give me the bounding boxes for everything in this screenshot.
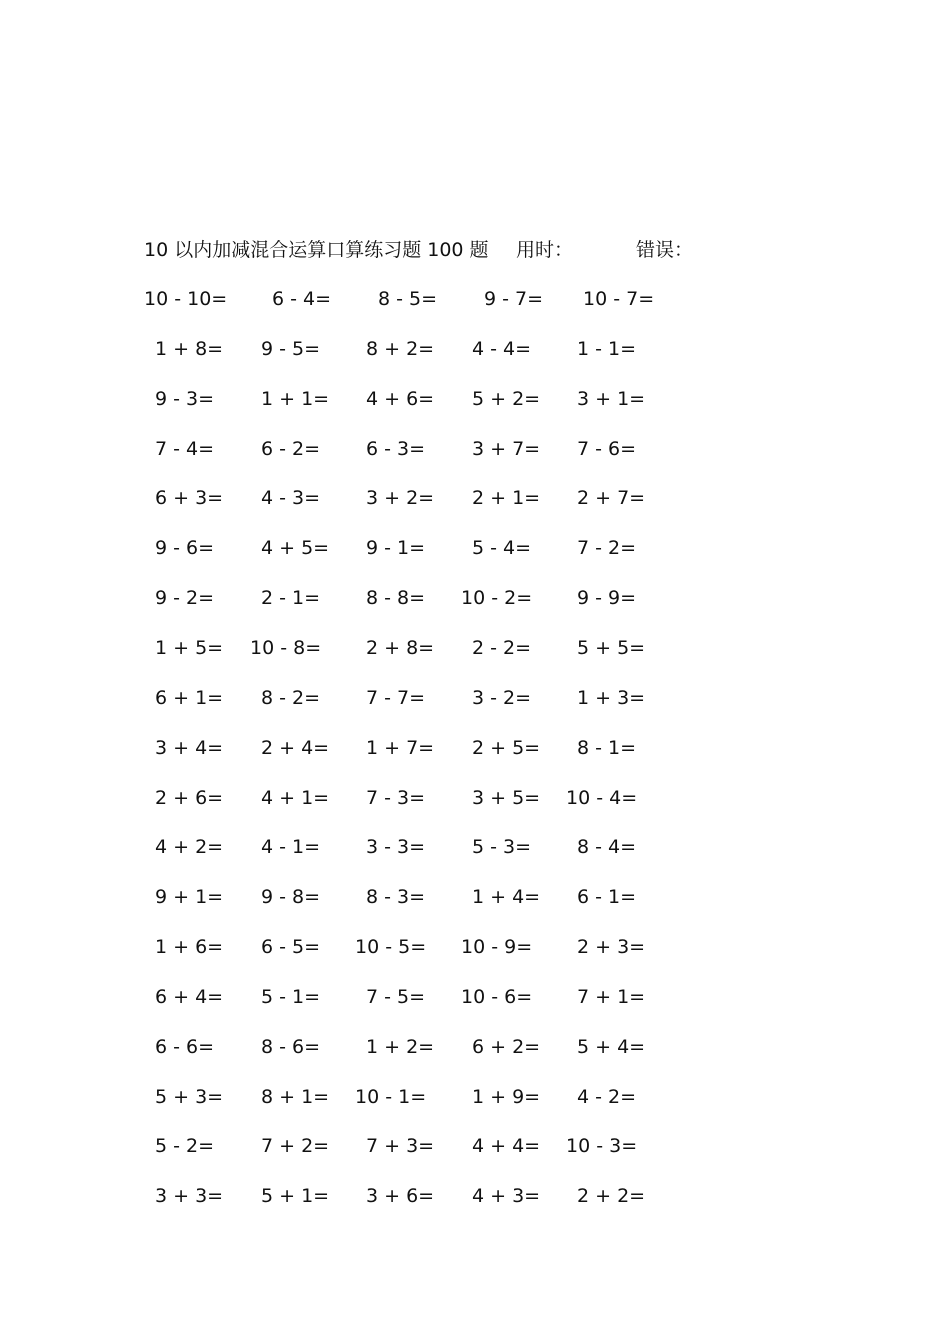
problem-item: 3 + 6= [366, 1185, 435, 1208]
problem-item: 9 - 9= [577, 587, 637, 610]
problem-item: 7 - 4= [155, 437, 215, 460]
problem-item: 5 + 3= [155, 1085, 224, 1108]
problem-item: 2 + 1= [472, 487, 541, 510]
problem-item: 7 + 2= [261, 1135, 330, 1158]
problem-item: 5 - 2= [155, 1135, 215, 1158]
problem-item: 4 - 2= [577, 1085, 637, 1108]
problem-item: 9 - 7= [484, 288, 544, 310]
problem-item: 3 + 7= [472, 437, 541, 460]
problem-item: 4 + 3= [472, 1185, 541, 1208]
problem-item: 9 - 1= [366, 537, 426, 560]
problem-item: 7 + 3= [366, 1135, 435, 1158]
problem-item: 1 + 2= [366, 1035, 435, 1058]
problem-item: 9 - 5= [261, 337, 321, 360]
problem-item: 8 - 2= [261, 686, 321, 709]
problem-item: 5 + 2= [472, 387, 541, 410]
problem-item: 5 - 1= [261, 985, 321, 1008]
problem-item: 2 + 5= [472, 736, 541, 759]
problem-item: 5 + 4= [577, 1035, 646, 1058]
problem-item: 4 + 2= [155, 836, 224, 859]
problem-item: 1 + 3= [577, 686, 646, 709]
problem-item: 1 + 5= [155, 636, 224, 659]
problem-item: 1 + 4= [472, 886, 541, 909]
problem-item: 9 - 6= [155, 537, 215, 560]
problem-item: 2 + 8= [366, 636, 435, 659]
problem-item: 2 + 7= [577, 487, 646, 510]
problem-item: 9 - 2= [155, 587, 215, 610]
problem-item: 10 - 6= [461, 985, 533, 1008]
problem-item: 4 + 1= [261, 786, 330, 809]
problem-item: 6 - 5= [261, 936, 321, 959]
problem-item: 2 - 2= [472, 636, 532, 659]
problem-item: 1 - 1= [577, 337, 637, 360]
problem-item: 4 - 1= [261, 836, 321, 859]
problem-item: 6 + 3= [155, 487, 224, 510]
problem-item: 9 - 3= [155, 387, 215, 410]
problem-item: 4 - 3= [261, 487, 321, 510]
problem-item: 10 - 7= [583, 288, 655, 310]
problem-item: 7 - 6= [577, 437, 637, 460]
problem-item: 6 + 4= [155, 985, 224, 1008]
problem-item: 6 - 4= [272, 288, 332, 310]
problem-item: 10 - 2= [461, 587, 533, 610]
problem-item: 4 + 5= [261, 537, 330, 560]
problem-item: 10 - 4= [566, 786, 638, 809]
problem-item: 10 - 5= [355, 936, 427, 959]
problem-item: 6 - 1= [577, 886, 637, 909]
problem-item: 2 + 4= [261, 736, 330, 759]
errors-label: 错误： [636, 239, 694, 261]
problem-item: 5 + 1= [261, 1185, 330, 1208]
problem-item: 8 + 1= [261, 1085, 330, 1108]
problem-item: 8 - 1= [577, 736, 637, 759]
problem-item: 3 + 2= [366, 487, 435, 510]
problem-item: 5 + 5= [577, 636, 646, 659]
problem-item: 9 + 1= [155, 886, 224, 909]
problem-item: 8 - 3= [366, 886, 426, 909]
problem-item: 1 + 1= [261, 387, 330, 410]
problem-item: 2 - 1= [261, 587, 321, 610]
problem-item: 1 + 7= [366, 736, 435, 759]
problem-item: 7 - 3= [366, 786, 426, 809]
problem-item: 3 - 2= [472, 686, 532, 709]
problem-item: 2 + 6= [155, 786, 224, 809]
problem-item: 9 - 8= [261, 886, 321, 909]
problem-item: 3 - 3= [366, 836, 426, 859]
problem-item: 4 + 4= [472, 1135, 541, 1158]
time-used-label: 用时： [516, 239, 574, 261]
problem-item: 4 + 6= [366, 387, 435, 410]
problem-item: 1 + 9= [472, 1085, 541, 1108]
problem-item: 10 - 9= [461, 936, 533, 959]
problem-item: 7 - 2= [577, 537, 637, 560]
problem-item: 2 + 2= [577, 1185, 646, 1208]
problem-item: 2 + 3= [577, 936, 646, 959]
problem-item: 4 - 4= [472, 337, 532, 360]
problem-item: 6 - 2= [261, 437, 321, 460]
problem-item: 7 + 1= [577, 985, 646, 1008]
problem-item: 7 - 7= [366, 686, 426, 709]
problem-item: 1 + 8= [155, 337, 224, 360]
problem-item: 3 + 3= [155, 1185, 224, 1208]
problem-item: 8 - 8= [366, 587, 426, 610]
worksheet-title: 10 以内加减混合运算口算练习题 100 题 [144, 239, 489, 261]
problem-item: 8 - 5= [378, 288, 438, 310]
problem-item: 6 + 2= [472, 1035, 541, 1058]
problem-item: 10 - 8= [250, 636, 322, 659]
problem-item: 8 + 2= [366, 337, 435, 360]
problem-item: 6 - 6= [155, 1035, 215, 1058]
problem-item: 10 - 1= [355, 1085, 427, 1108]
problem-item: 8 - 4= [577, 836, 637, 859]
problem-item: 10 - 3= [566, 1135, 638, 1158]
problem-item: 3 + 5= [472, 786, 541, 809]
problem-item: 7 - 5= [366, 985, 426, 1008]
problem-item: 3 + 1= [577, 387, 646, 410]
problem-item: 1 + 6= [155, 936, 224, 959]
problem-item: 5 - 3= [472, 836, 532, 859]
problem-item: 6 + 1= [155, 686, 224, 709]
problem-item: 5 - 4= [472, 537, 532, 560]
problem-item: 6 - 3= [366, 437, 426, 460]
problem-item: 3 + 4= [155, 736, 224, 759]
problem-item: 8 - 6= [261, 1035, 321, 1058]
problem-item: 10 - 10= [144, 288, 228, 310]
